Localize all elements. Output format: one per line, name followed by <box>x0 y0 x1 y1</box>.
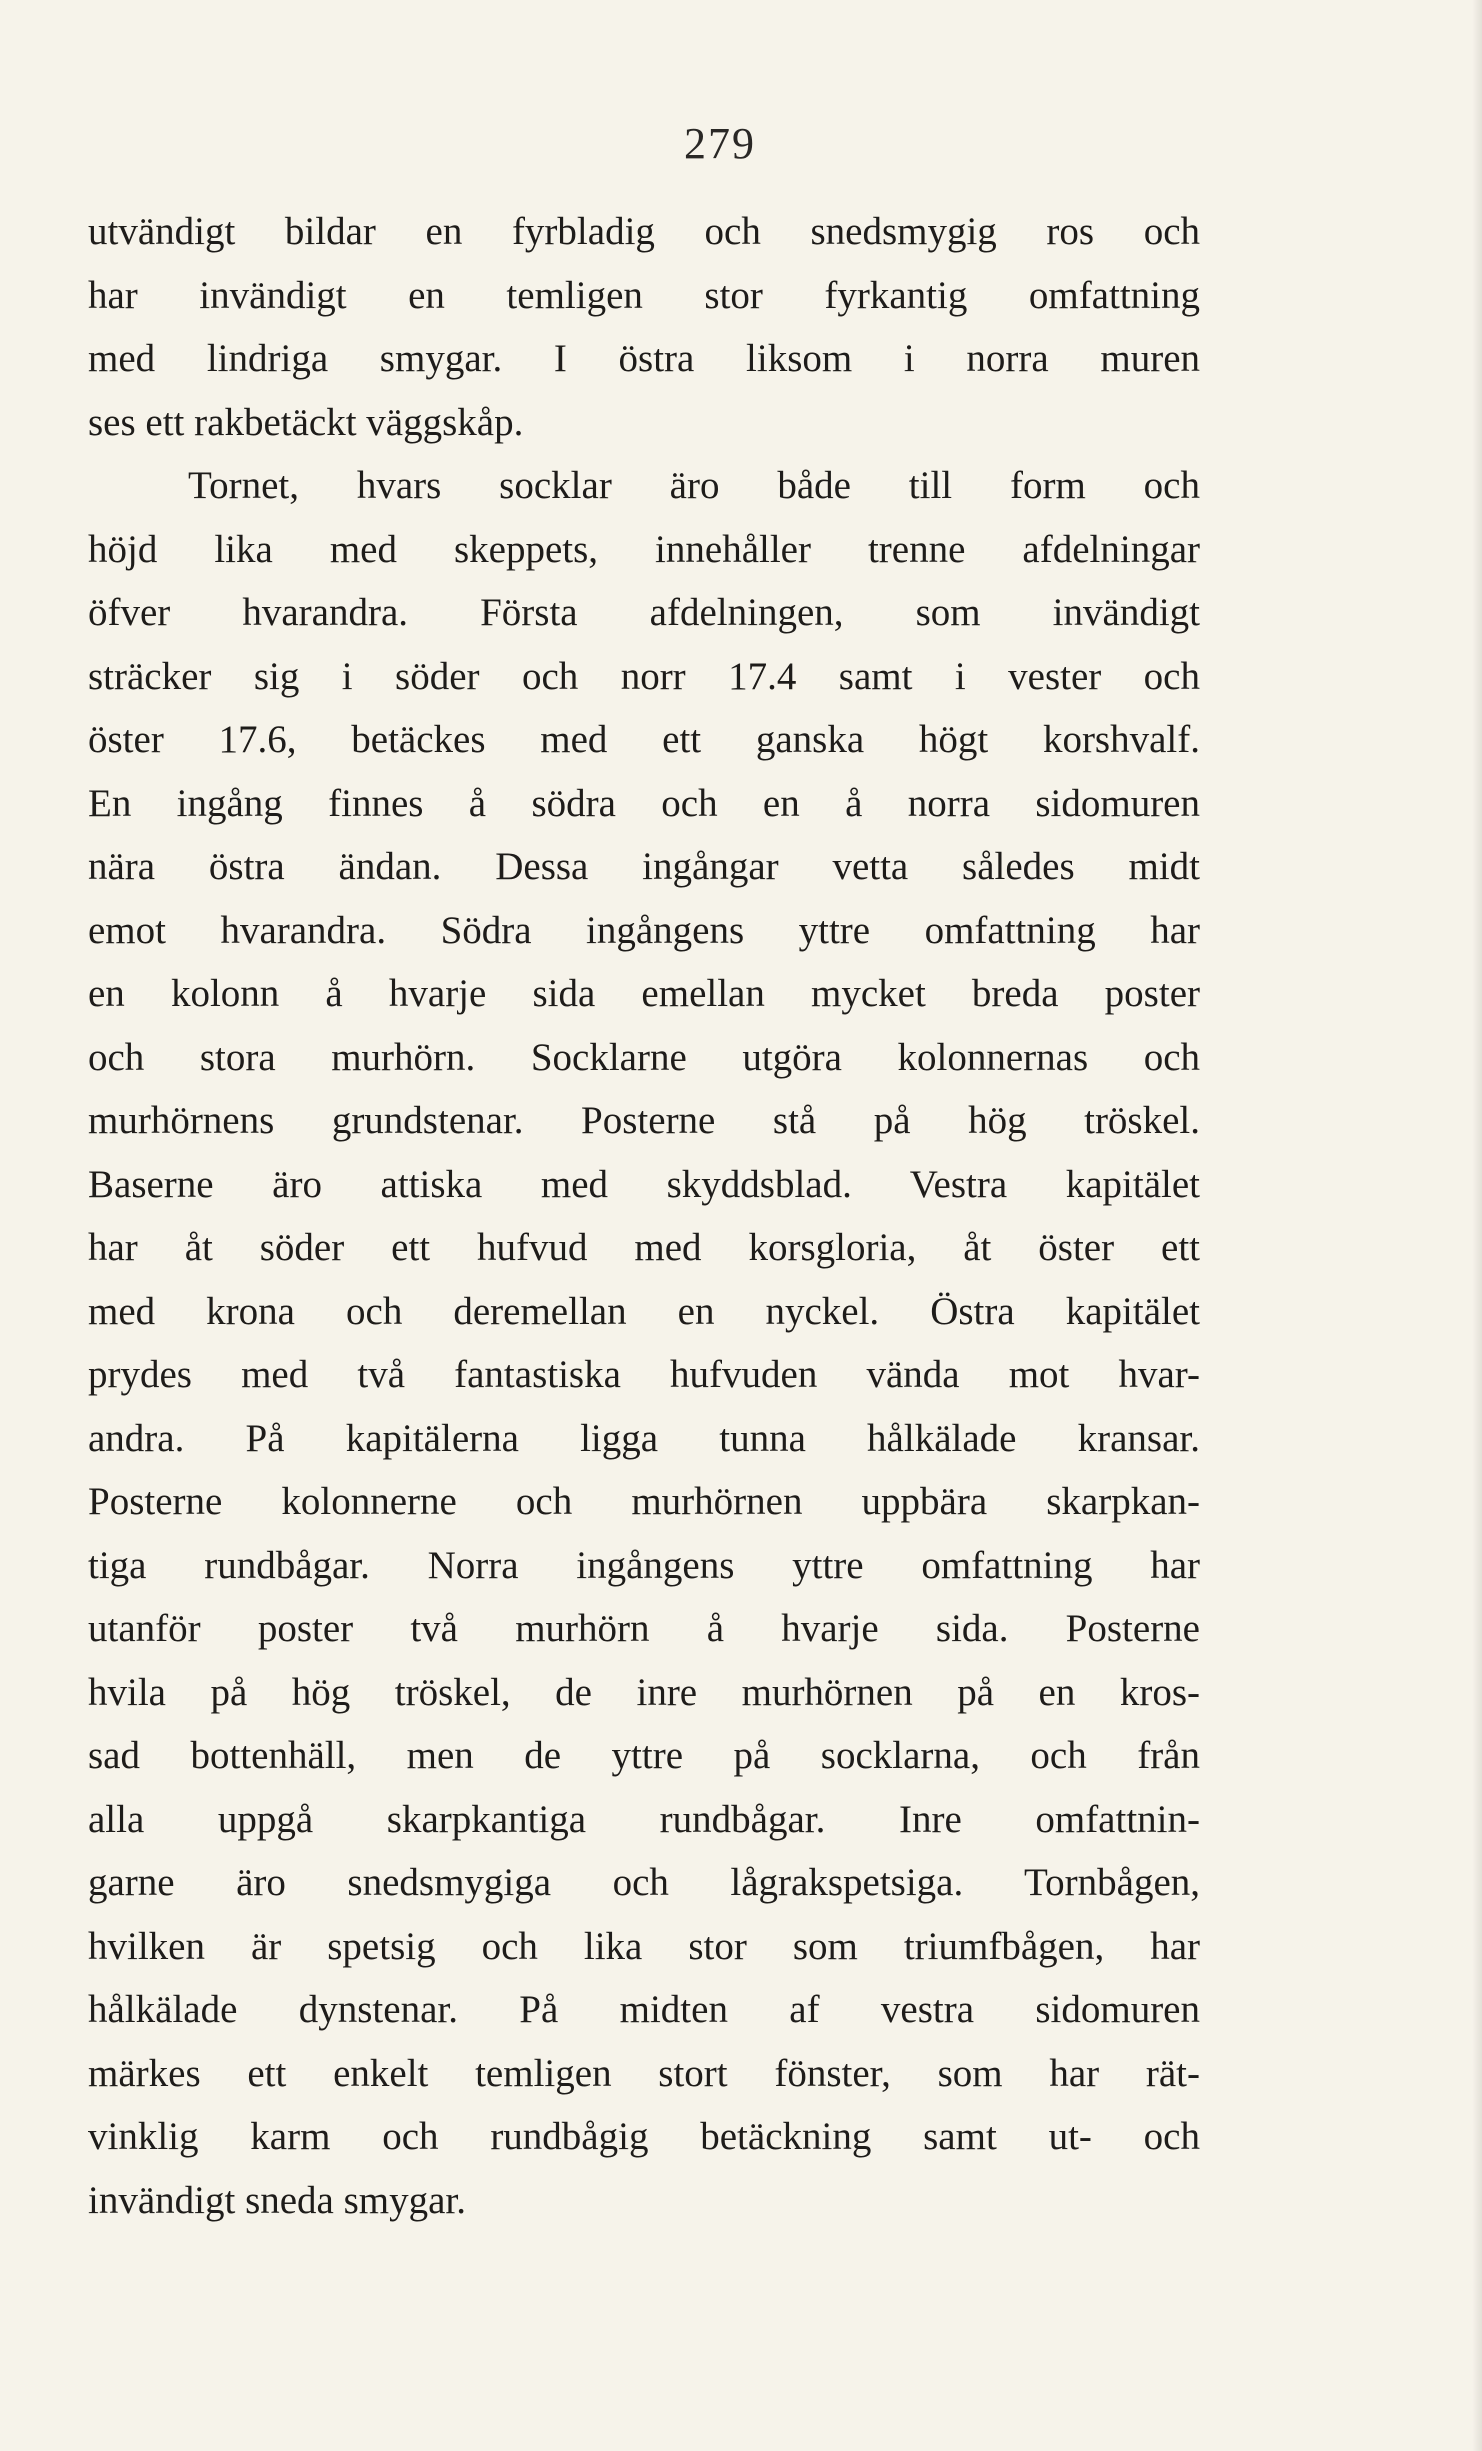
text-line: utvändigt bildar en fyrbladig och snedsmygig ros och <box>88 210 1200 253</box>
text-line: öfver hvarandra. Första afdelningen, som invändigt <box>88 591 1200 634</box>
text-line: alla uppgå skarpkantiga rundbågar. Inre omfattnin- <box>88 1797 1200 1841</box>
text-line: sträcker sig i söder och norr 17.4 samt i vester och <box>88 654 1200 698</box>
text-line: andra. På kapitälerna ligga tunna hålkälade kransar. <box>88 1416 1200 1460</box>
text-line: hålkälade dynstenar. På midten af vestra sidomuren <box>88 1988 1200 2031</box>
text-line: invändigt sneda smygar. <box>88 2178 467 2222</box>
text-line: emot hvarandra. Södra ingångens yttre omfattning har <box>88 908 1200 952</box>
text-line: Tornet, hvars socklar äro både till form och <box>188 464 1200 507</box>
text-line: vinklig karm och rundbågig betäckning samt ut- och <box>88 2115 1200 2158</box>
text-line: märkes ett enkelt temligen stort fönster, som har rät- <box>88 2051 1200 2095</box>
page-number: 279 <box>684 119 756 168</box>
text-line: har invändigt en temligen stor fyrkantig omfattning <box>88 273 1200 317</box>
body-text <box>88 200 1200 2232</box>
text-line: garne äro snedsmygiga och lågrakspetsiga. Tornbågen, <box>88 1861 1200 1904</box>
text-line: En ingång finnes å södra och en å norra sidomuren <box>88 781 1200 825</box>
text-line: med lindriga smygar. I östra liksom i norra muren <box>88 337 1200 380</box>
text-line: Baserne äro attiska med skyddsblad. Vestra kapitälet <box>88 1162 1200 1206</box>
text-line: Posterne kolonnerne och murhörnen uppbära skarpkan- <box>88 1480 1200 1523</box>
text-line: sad bottenhäll, men de yttre på socklarna, och från <box>88 1734 1200 1777</box>
text-line: tiga rundbågar. Norra ingångens yttre omfattning har <box>88 1543 1200 1587</box>
page-edge-shadow <box>1472 0 1482 2451</box>
text-line: utanför poster två murhörn å hvarje sida. Posterne <box>88 1607 1200 1650</box>
text-line: hvilken är spetsig och lika stor som triumfbågen, har <box>88 1924 1200 1968</box>
text-line: öster 17.6, betäckes med ett ganska högt korshvalf. <box>88 718 1200 761</box>
text-line: ses ett rakbetäckt väggskåp. <box>88 400 524 444</box>
text-line: en kolonn å hvarje sida emellan mycket breda poster <box>88 972 1200 1015</box>
text-line: prydes med två fantastiska hufvuden vända mot hvar- <box>88 1353 1200 1396</box>
text-line: med krona och deremellan en nyckel. Östra kapitälet <box>88 1289 1200 1333</box>
text-line: nära östra ändan. Dessa ingångar vetta således midt <box>88 845 1200 888</box>
text-line: har åt söder ett hufvud med korsgloria, åt öster ett <box>88 1226 1200 1269</box>
text-line: och stora murhörn. Socklarne utgöra kolonnernas och <box>88 1035 1200 1079</box>
text-line: höjd lika med skeppets, innehåller trenne afdelningar <box>88 527 1200 571</box>
text-line: murhörnens grundstenar. Posterne stå på hög tröskel. <box>88 1099 1200 1142</box>
text-line: hvila på hög tröskel, de inre murhörnen på en kros- <box>88 1670 1200 1714</box>
